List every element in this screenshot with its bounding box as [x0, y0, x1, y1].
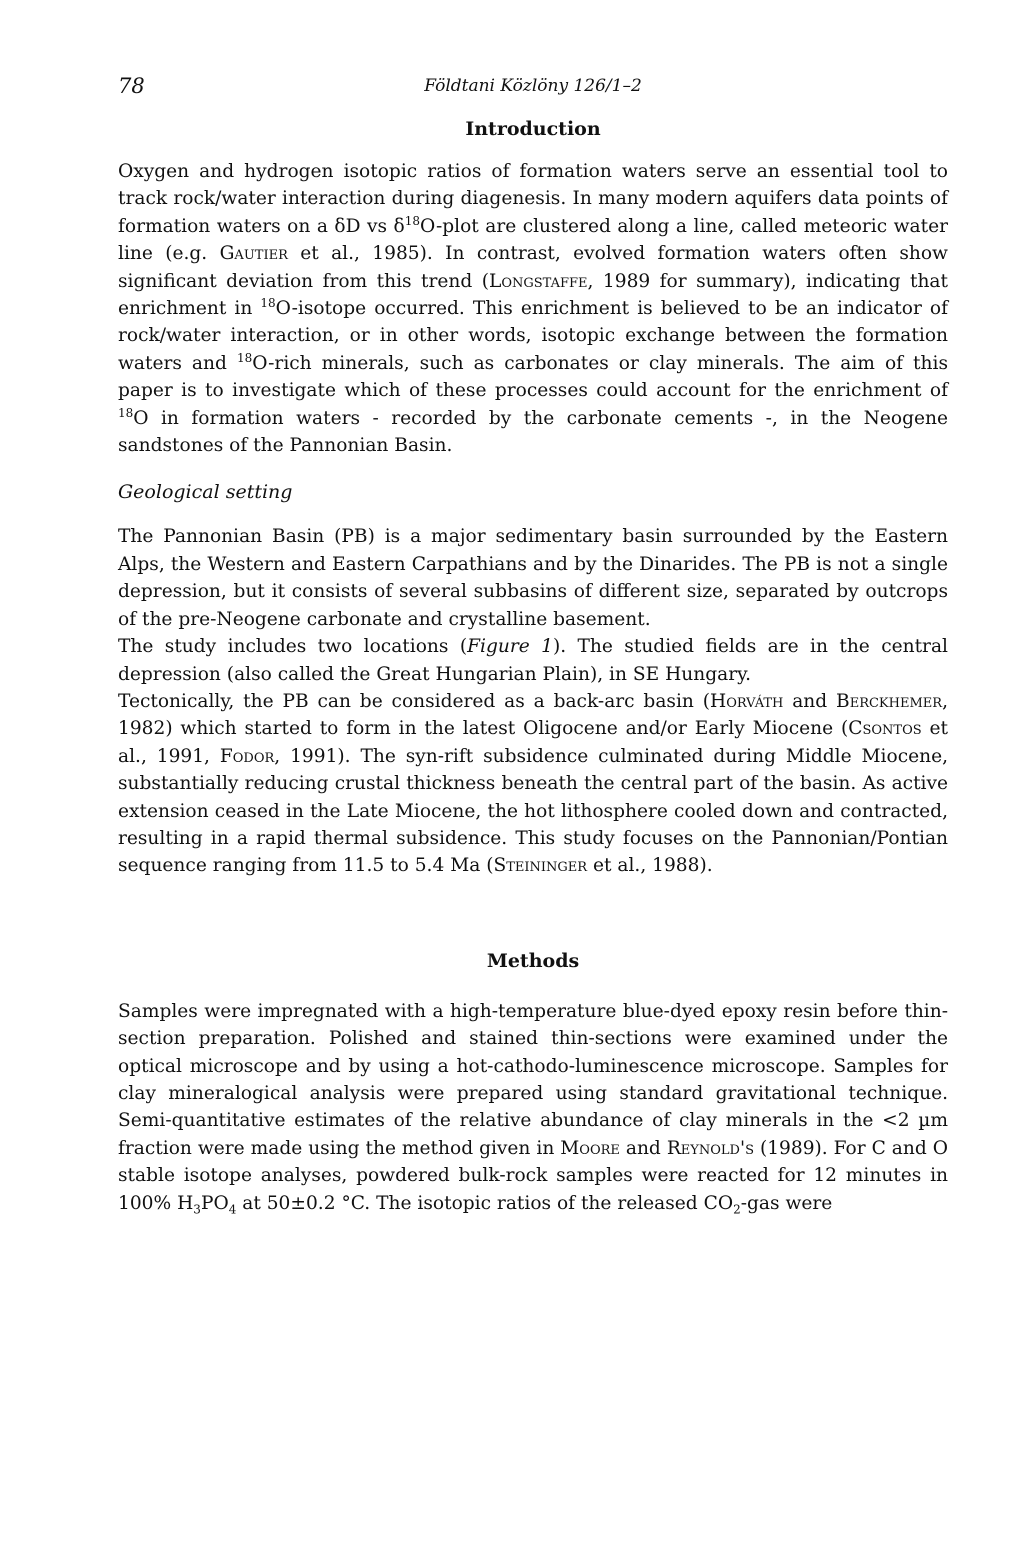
figure-reference: Figure 1: [467, 636, 553, 658]
citation-longstaffe: Longstaffe: [488, 270, 588, 292]
geo-paragraph-3: Tectonically, the PB can be considered as a back-arc basin (Horváth and Berckhemer, 1982) which started to form in the latest Oligocene and/or Early Miocene (Csontos et al., 1991, Fodor, 1991). The syn-rift subsidence culminated during Middle Miocene, substantially reducing crustal thickness beneath the central part of the basin. As active extension ceased in the Late Miocene, the hot lithosphere cooled down and contracted, resulting in a rapid thermal subsidence. This study focuses on the Pannonian/Pontian sequence ranging from 11.5 to 5.4 Ma (Steininger et al., 1988).: [118, 690, 949, 877]
journal-title: Földtani Közlöny 126/1–2: [424, 76, 642, 96]
page-number: 78: [118, 74, 145, 98]
methods-paragraph: Samples were impregnated with a high-temperature blue-dyed epoxy resin before thin-section preparation. Polished and stained thin-sections were examined under the optical microscope and by using a hot-cathodo-luminescence microscope. Samples for clay mineralogical analysis were prepared using standard gravitational technique. Semi-quantitative estimates of the relative abundance of clay minerals in the <2 µm fraction were made using the method given in Moore and Reynold's (1989). For C and O stable isotope analyses, powdered bulk-rock samples were reacted for 12 minutes in 100% $H_3PO_4$ at 50±0.2 °C. The isotopic ratios of the released $CO_2$-gas were: [118, 1000, 948, 1217]
introduction-heading: Introduction: [465, 118, 601, 140]
methods-heading: Methods: [486, 949, 580, 972]
page: [118, 74, 948, 1217]
introduction-paragraph: Oxygen and hydrogen isotopic ratios of formation waters serve an essential tool to track rock/water interaction during diagenesis. In many modern aquifers data points of formation waters on a δD vs $\delta^{18}O$-plot are clustered along a line, called meteoric water line (e.g. Gautier et al., 1985). In contrast, evolved formation waters often show significant deviation from this trend (Longstaffe, 1989 for summary), indicating that enrichment in $^{18}$O-isotope occurred. This enrichment is believed to be an indicator of rock/water interaction, or in other words, isotopic exchange between the formation waters and $^{18}$O-rich minerals, such as carbonates or clay minerals. The aim of this paper is to investigate which of these processes could account for the enrichment of $^{18}$O in formation waters - recorded by the carbonate cements -, in the Neogene sandstones of the Pannonian Basin.: [118, 161, 949, 457]
running-head: [118, 74, 948, 102]
citation-gautier: Gautier: [219, 243, 288, 265]
geological-setting-heading: Geological setting: [118, 481, 293, 504]
geo-paragraph-1: The Pannonian Basin (PB) is a major sedimentary basin surrounded by the Eastern Alps, the Western and Eastern Carpathians and by the Dinarides. The PB is not a single depression, but it consists of several subbasins of different size, separated by outcrops of the pre-Neogene carbonate and crystalline basement.: [118, 526, 948, 630]
geo-paragraph-2: The study includes two locations (Figure 1). The studied fields are in the central depression (also called the Great Hungarian Plain), in SE Hungary.: [118, 636, 948, 685]
